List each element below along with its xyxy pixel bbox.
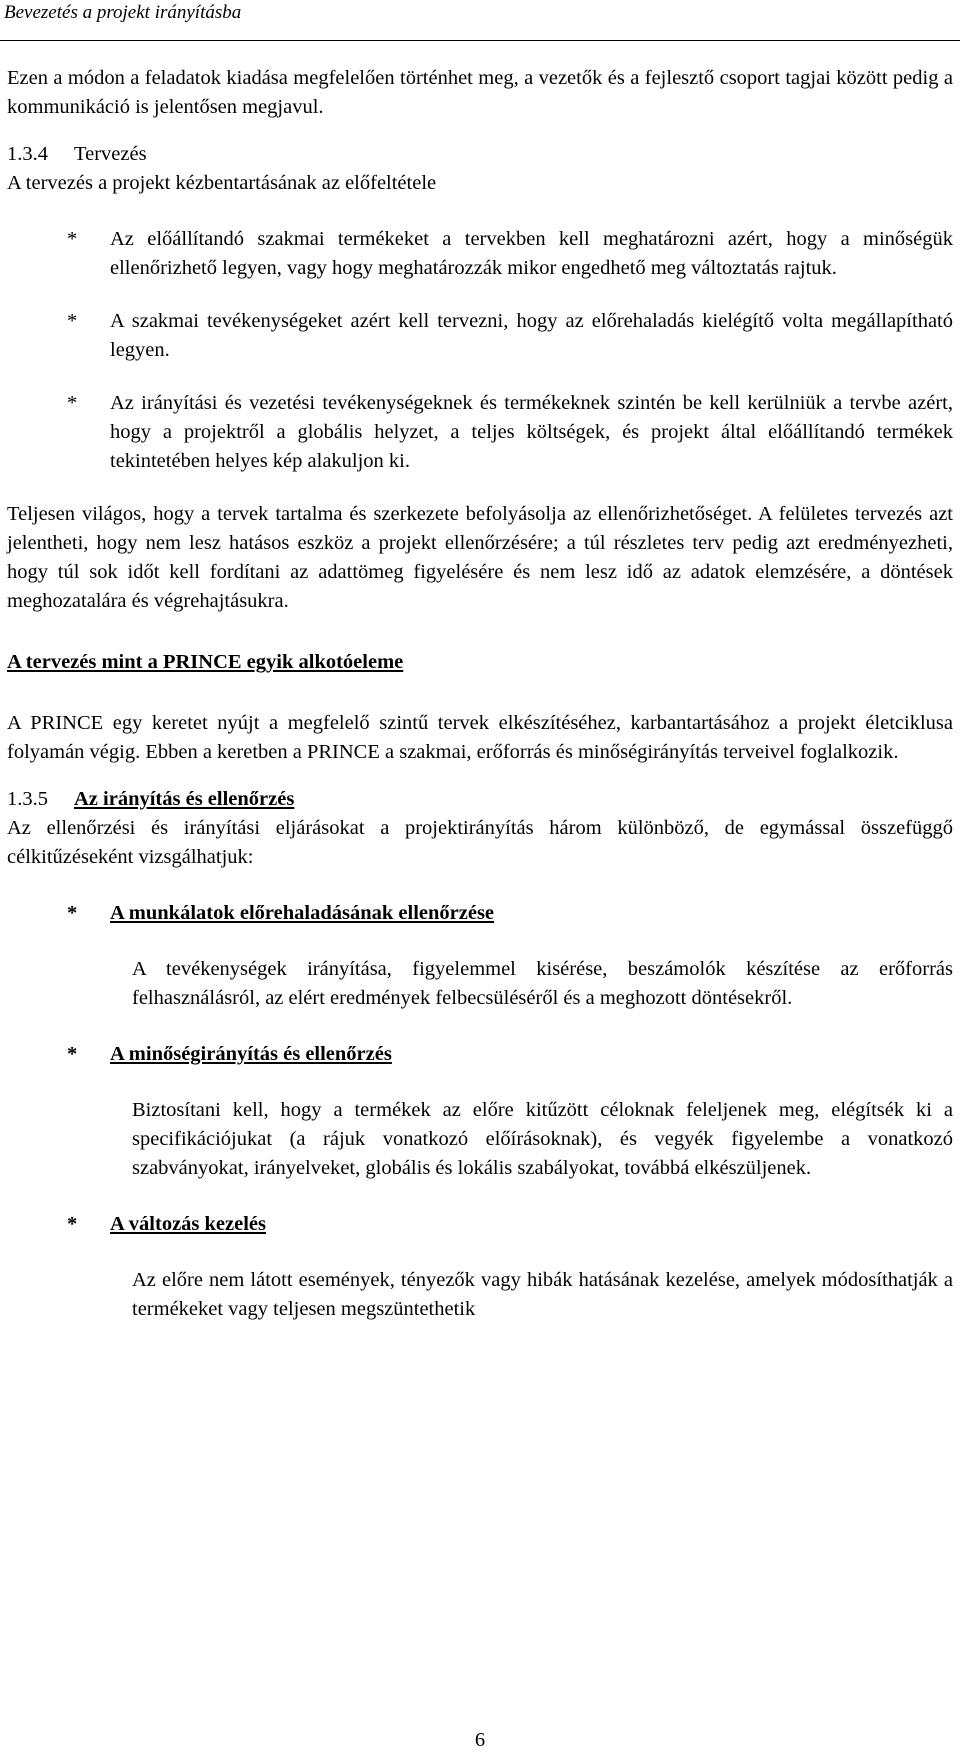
subsection-paragraph: Biztosítani kell, hogy a termékek az előre kitűzött céloknak feleljenek meg, elégítsék ki a specifikációjukat (a rájuk vonatkozó előírásoknak), és vegyék figyelembe a vonatkozó szabványokat, irányelveket, globális és lokális szabályokat, továbbá elkészüljenek. <box>132 1099 953 1179</box>
bullet-marker: * <box>67 902 78 924</box>
list-item-text: Az előállítandó szakmai termékeket a tervekben kell meghatározni azért, hogy a minőségük ellenőrizhető legyen, vagy hogy meghatározzák mikor engedhető meg változtatás rajtuk. <box>110 228 953 279</box>
page-number: 6 <box>474 1729 486 1751</box>
subsection-heading <box>7 899 953 928</box>
document-body <box>7 64 953 1324</box>
subsection-title: A munkálatok előrehaladásának ellenőrzése <box>110 902 495 924</box>
section-title: Az irányítás és ellenőrzés <box>74 788 295 810</box>
subsection-paragraph: Az előre nem látott események, tényezők vagy hibák hatásának kezelése, amelyek módosíthatják a termékeket vagy teljesen megszüntethetik <box>132 1269 953 1320</box>
bullet-marker: * <box>67 1213 78 1235</box>
list-item-text: Az irányítási és vezetési tevékenységeknek és termékeknek szintén be kell kerülniük a tervbe azért, hogy a projektről a globális helyzet, a teljes költségek, és projekt által előállítandó termékek tekintetében helyes kép alakuljon ki. <box>110 392 953 472</box>
list-item <box>7 389 953 476</box>
prince-heading: A tervezés mint a PRINCE egyik alkotóeleme <box>7 651 404 673</box>
subsection-title: A minőségirányítás és ellenőrzés <box>110 1043 392 1065</box>
section-number: 1.3.4 <box>7 143 48 165</box>
section-1-3-4-heading <box>7 140 953 169</box>
list-item-text: A szakmai tevékenységeket azért kell tervezni, hogy az előrehaladás kielégítő volta megállapítható legyen. <box>110 310 953 361</box>
section-1-3-5-heading <box>7 785 953 814</box>
body-paragraph: Teljesen világos, hogy a tervek tartalma és szerkezete befolyásolja az ellenőrizhetőséget. A felületes tervezés azt jelentheti, hogy nem lesz hatásos eszköz a projekt ellenőrzésére; a túl részletes terv pedig azt eredményezheti, hogy túl sok időt kell fordítani az adattömeg figyelésére és nem lesz idő az adatok elemzésére, a döntések meghozatalára és végrehajtásukra. <box>7 503 953 612</box>
subsection-paragraph: A tevékenységek irányítása, figyelemmel kisérése, beszámolók készítése az erőforrás felhasználásról, az elért eredmények felbecsüléséről és a meghozott döntésekről. <box>132 958 953 1009</box>
page-header <box>0 0 960 41</box>
intro-paragraph: Ezen a módon a feladatok kiadása megfelelően történhet meg, a vezetők és a fejlesztő csoport tagjai között pedig a kommunikáció is jelentősen megjavul. <box>7 67 953 118</box>
subsection-heading <box>7 1040 953 1069</box>
bullet-marker: * <box>67 392 78 414</box>
subsection-title: A változás kezelés <box>110 1213 266 1235</box>
subsection-heading <box>7 1210 953 1239</box>
section-title: Tervezés <box>74 143 147 165</box>
section-intro-paragraph: Az ellenőrzési és irányítási eljárásokat a projektirányítás három különböző, de egymással összefüggő célkitűzéseként vizsgálhatjuk: <box>7 817 953 868</box>
bullet-marker: * <box>67 310 78 332</box>
section-subtitle: A tervezés a projekt kézbentartásának az előfeltétele <box>7 172 437 194</box>
header-title: Bevezetés a projekt irányításba <box>4 2 242 23</box>
list-item <box>7 307 953 365</box>
bullet-marker: * <box>67 1043 78 1065</box>
bullet-marker: * <box>67 228 78 250</box>
list-item <box>7 225 953 283</box>
prince-paragraph: A PRINCE egy keretet nyújt a megfelelő szintű tervek elkészítéséhez, karbantartásához a projekt életciklusa folyamán végig. Ebben a keretben a PRINCE a szakmai, erőforrás és minőségirányítás terveivel foglalkozik. <box>7 712 953 763</box>
section-number: 1.3.5 <box>7 788 48 810</box>
